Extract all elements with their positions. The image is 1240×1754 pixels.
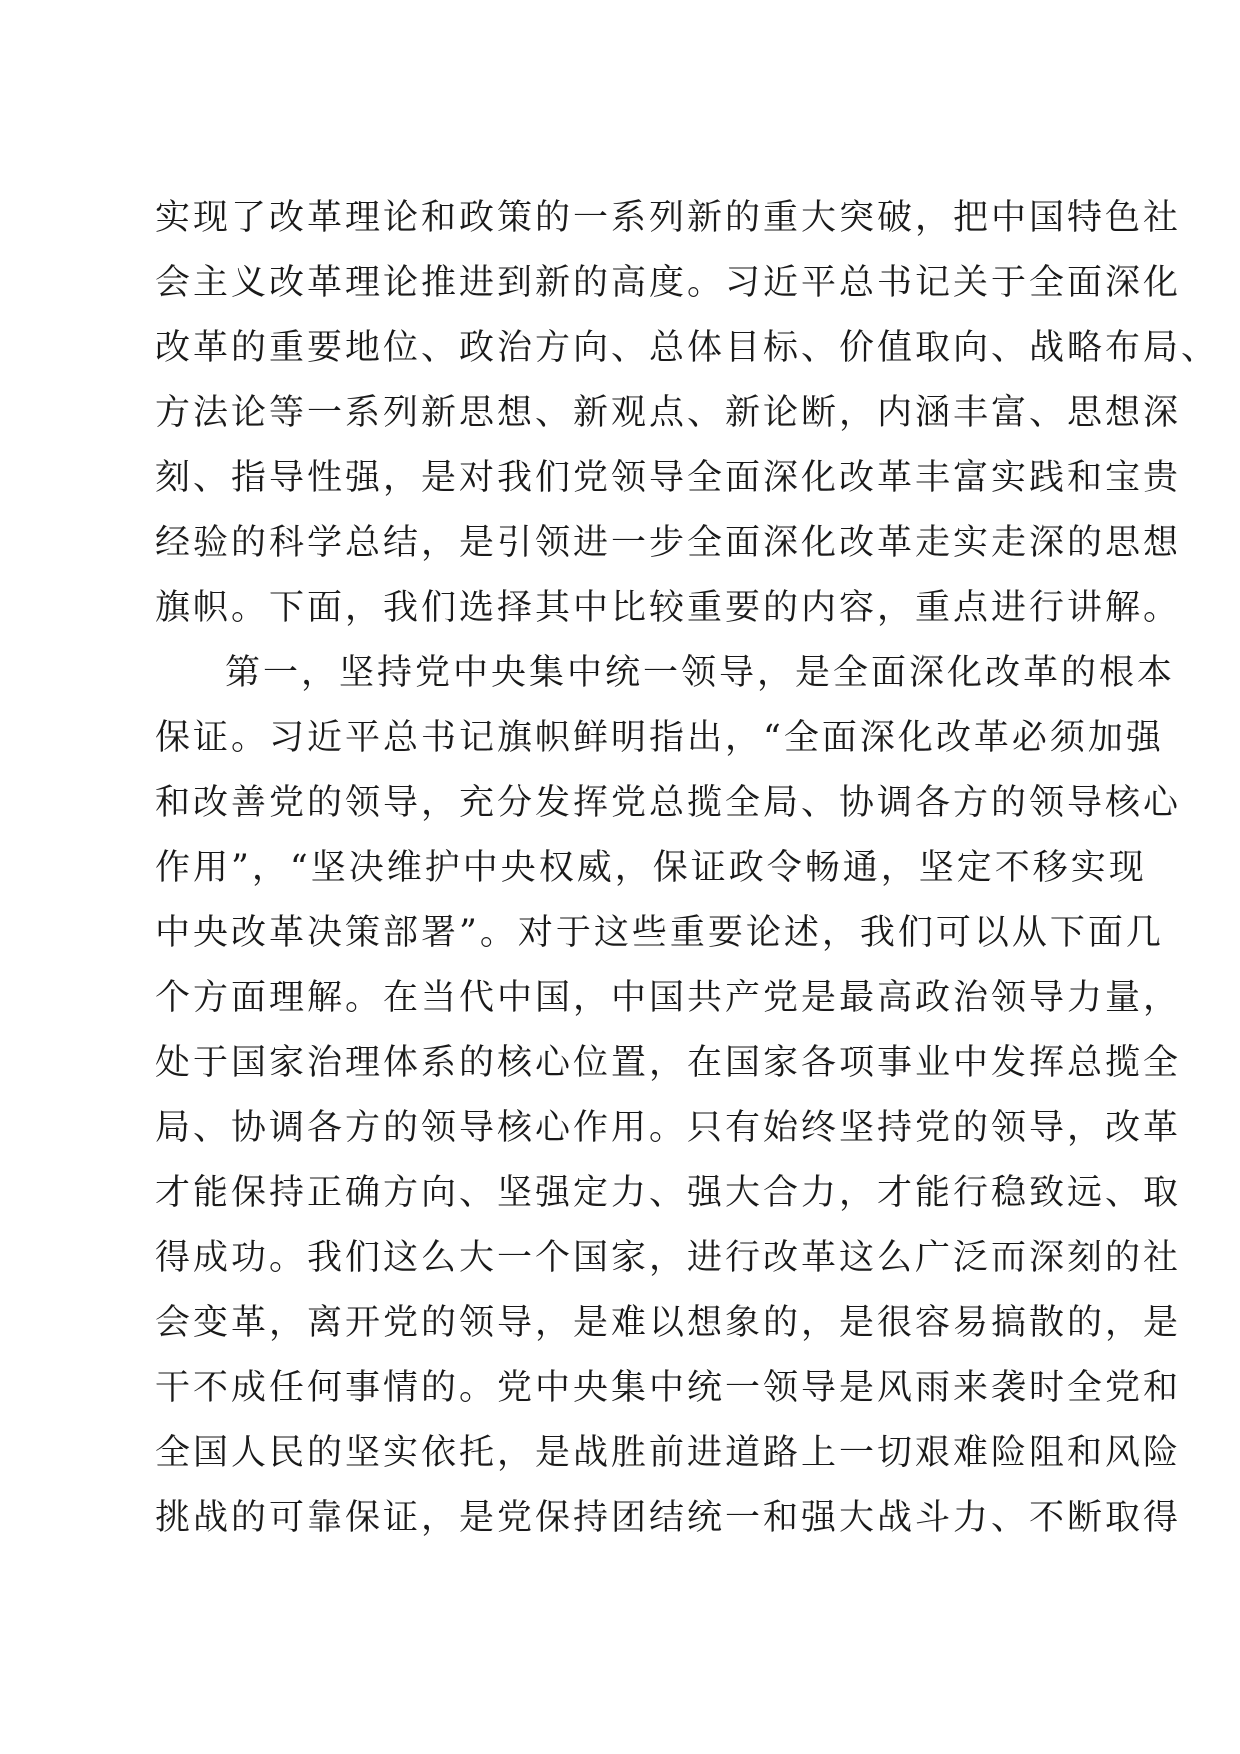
- text-line: 和改善党的领导，充分发挥党总揽全局、协调各方的领导核心: [155, 783, 1182, 823]
- text-line: 经验的科学总结，是引领进一步全面深化改革走实走深的思想: [155, 523, 1182, 563]
- text-line: 得成功。我们这么大一个国家，进行改革这么广泛而深刻的社: [155, 1238, 1182, 1278]
- text-line: 会主义改革理论推进到新的高度。习近平总书记关于全面深化: [155, 263, 1182, 303]
- text-line: 方法论等一系列新思想、新观点、新论断，内涵丰富、思想深: [155, 393, 1182, 433]
- text-line: 实现了改革理论和政策的一系列新的重大突破，把中国特色社: [155, 198, 1182, 238]
- text-line: 处于国家治理体系的核心位置，在国家各项事业中发挥总揽全: [155, 1043, 1182, 1083]
- paragraph-start-line: 第一，坚持党中央集中统一领导，是全面深化改革的根本: [225, 653, 1176, 693]
- text-line: 保证。习近平总书记旗帜鲜明指出，“全面深化改革必须加强: [155, 718, 1164, 758]
- text-line: 改革的重要地位、政治方向、总体目标、价值取向、战略布局、: [155, 328, 1220, 368]
- text-line: 中央改革决策部署”。对于这些重要论述，我们可以从下面几: [155, 913, 1164, 953]
- text-line: 作用”，“坚决维护中央权威，保证政令畅通，坚定不移实现: [155, 848, 1147, 888]
- text-line: 会变革，离开党的领导，是难以想象的，是很容易搞散的，是: [155, 1303, 1182, 1343]
- text-line: 干不成任何事情的。党中央集中统一领导是风雨来袭时全党和: [155, 1368, 1182, 1408]
- text-line: 才能保持正确方向、坚强定力、强大合力，才能行稳致远、取: [155, 1173, 1182, 1213]
- text-line: 旗帜。下面，我们选择其中比较重要的内容，重点进行讲解。: [155, 588, 1182, 628]
- text-line: 刻、指导性强，是对我们党领导全面深化改革丰富实践和宝贵: [155, 458, 1182, 498]
- text-line: 挑战的可靠保证，是党保持团结统一和强大战斗力、不断取得: [155, 1498, 1182, 1538]
- text-line: 个方面理解。在当代中国，中国共产党是最高政治领导力量，: [155, 978, 1182, 1018]
- text-line: 局、协调各方的领导核心作用。只有始终坚持党的领导，改革: [155, 1108, 1182, 1148]
- text-line: 全国人民的坚实依托，是战胜前进道路上一切艰难险阻和风险: [155, 1433, 1182, 1473]
- body-text: [155, 186, 1220, 1551]
